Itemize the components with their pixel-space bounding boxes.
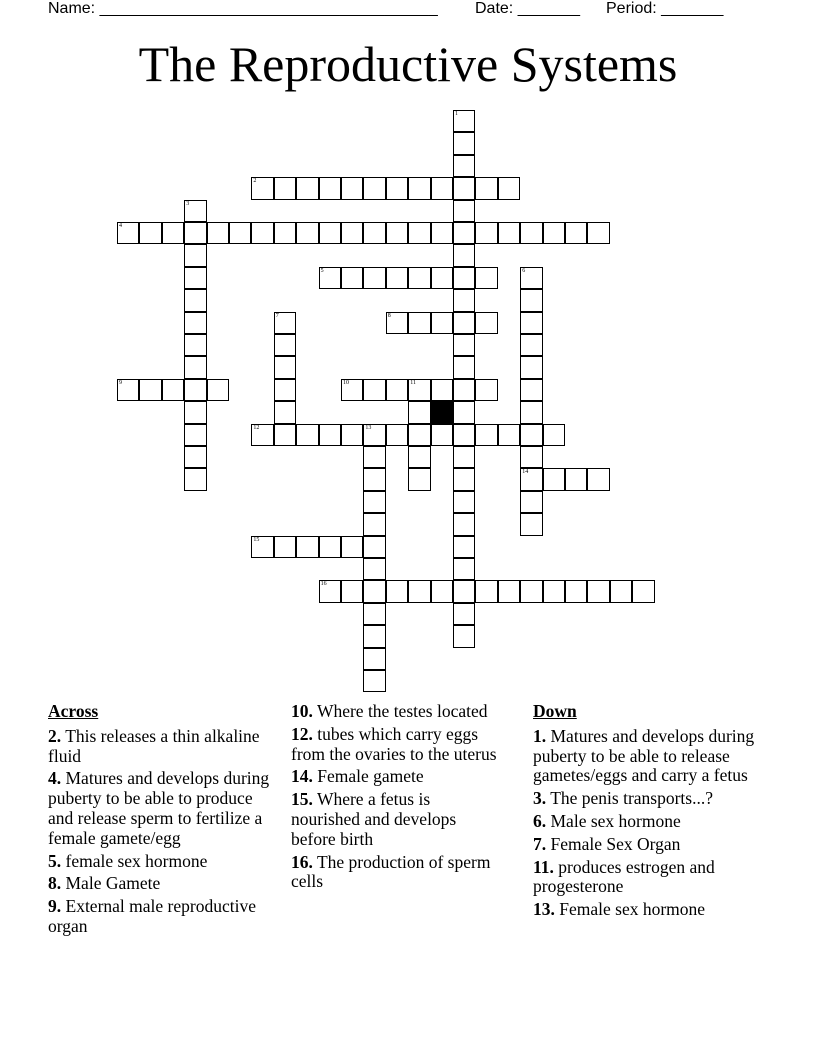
crossword-cell[interactable] [363, 603, 385, 625]
crossword-cell[interactable] [475, 177, 497, 199]
crossword-cell[interactable] [453, 155, 475, 177]
crossword-cell[interactable] [453, 446, 475, 468]
clue-down-13: 13. Female sex hormone [533, 899, 706, 920]
crossword-cell[interactable] [453, 468, 475, 490]
crossword-cell[interactable] [274, 401, 296, 423]
clue-number: 6 [522, 267, 526, 274]
crossword-cell[interactable] [363, 177, 385, 199]
student-info-header [48, 0, 768, 20]
clue-across-14: 14. Female gamete [291, 766, 424, 787]
crossword-cell[interactable] [453, 580, 475, 602]
crossword-cell[interactable] [386, 267, 408, 289]
crossword-cell[interactable] [565, 222, 587, 244]
crossword-cell[interactable] [520, 267, 542, 289]
crossword-cell[interactable] [453, 110, 475, 132]
clue-number: 8 [387, 312, 391, 319]
clue-down-11: 11. produces estrogen and progesterone [533, 856, 715, 897]
crossword-cell[interactable] [363, 446, 385, 468]
crossword-cell[interactable] [319, 536, 341, 558]
crossword-cell[interactable] [408, 424, 430, 446]
crossword-cell[interactable] [543, 222, 565, 244]
crossword-cell[interactable] [319, 267, 341, 289]
period-field[interactable]: Period: _______ [606, 0, 724, 17]
down-clues-column [533, 702, 768, 923]
crossword-cell[interactable] [363, 625, 385, 647]
crossword-cell[interactable] [363, 267, 385, 289]
crossword-cell[interactable] [274, 424, 296, 446]
clue-down-6: 6. Male sex hormone [533, 810, 681, 831]
clue-number: 11 [410, 379, 416, 386]
crossword-cell[interactable] [408, 446, 430, 468]
crossword-cell[interactable] [475, 312, 497, 334]
crossword-cell[interactable] [453, 244, 475, 266]
down-heading: Down [533, 701, 577, 721]
crossword-cell[interactable] [475, 222, 497, 244]
crossword-cell[interactable] [162, 222, 184, 244]
crossword-cell[interactable] [431, 424, 453, 446]
crossword-cell[interactable] [184, 401, 206, 423]
crossword-cell[interactable] [453, 312, 475, 334]
crossword-cell[interactable] [184, 334, 206, 356]
crossword-cell[interactable] [296, 424, 318, 446]
clue-number: 5 [320, 267, 324, 274]
crossword-cell[interactable] [520, 312, 542, 334]
crossword-cell[interactable] [543, 424, 565, 446]
crossword-cell[interactable] [184, 356, 206, 378]
crossword-cell[interactable] [431, 267, 453, 289]
crossword-cell[interactable] [453, 177, 475, 199]
crossword-cell[interactable] [296, 536, 318, 558]
crossword-cell[interactable] [363, 558, 385, 580]
clue-across-16: 16. The production of sperm cells [291, 851, 491, 892]
crossword-cell[interactable] [363, 424, 385, 446]
crossword-cell[interactable] [408, 580, 430, 602]
crossword-cell[interactable] [498, 580, 520, 602]
crossword-cell[interactable] [341, 424, 363, 446]
crossword-cell[interactable] [453, 625, 475, 647]
crossword-cell[interactable] [363, 670, 385, 692]
clue-down-3: 3. The penis transports...? [533, 788, 713, 809]
crossword-cell[interactable] [475, 580, 497, 602]
clue-number: 16 [320, 581, 327, 588]
crossword-cell[interactable] [453, 267, 475, 289]
crossword-cell[interactable] [184, 424, 206, 446]
crossword-cell[interactable] [520, 401, 542, 423]
crossword-cell[interactable] [431, 312, 453, 334]
crossword-cell[interactable] [117, 222, 139, 244]
clue-number: 4 [119, 223, 122, 229]
crossword-cell[interactable] [520, 334, 542, 356]
crossword-cell[interactable] [453, 513, 475, 535]
crossword-cell[interactable] [408, 401, 430, 423]
crossword-cell[interactable] [319, 580, 341, 602]
crossword-cell[interactable] [184, 312, 206, 334]
crossword-cell[interactable] [565, 468, 587, 490]
crossword-cell[interactable] [363, 580, 385, 602]
clue-across-10: 10. Where the testes located [291, 701, 488, 721]
crossword-cell[interactable] [543, 468, 565, 490]
crossword-cell[interactable] [341, 222, 363, 244]
crossword-cell[interactable] [453, 491, 475, 513]
crossword-cell[interactable] [274, 312, 296, 334]
crossword-cell[interactable] [251, 222, 273, 244]
across-heading: Across [48, 701, 99, 721]
crossword-cell[interactable] [386, 312, 408, 334]
crossword-cell[interactable] [498, 177, 520, 199]
clue-number: 15 [253, 536, 260, 543]
crossword-cell[interactable] [408, 222, 430, 244]
page-title: The Reproductive Systems [138, 36, 678, 92]
clue-down-1: 1. Matures and develops during puberty to be able to release gametes/eggs and carry a fetus [533, 725, 755, 786]
crossword-cell[interactable] [543, 580, 565, 602]
crossword-cell[interactable] [319, 177, 341, 199]
crossword-cell[interactable] [184, 244, 206, 266]
clue-number: 10 [343, 379, 349, 386]
crossword-cell[interactable] [408, 379, 430, 401]
clue-number: 1 [455, 111, 458, 117]
crossword-cell[interactable] [520, 513, 542, 535]
crossword-cell[interactable] [520, 379, 542, 401]
crossword-cell[interactable] [520, 446, 542, 468]
crossword-cell[interactable] [632, 580, 654, 602]
crossword-cell[interactable] [341, 177, 363, 199]
crossword-cell[interactable] [363, 491, 385, 513]
crossword-cell[interactable] [431, 580, 453, 602]
crossword-cell[interactable] [296, 177, 318, 199]
crossword-cell[interactable] [386, 379, 408, 401]
crossword-cell[interactable] [498, 222, 520, 244]
crossword-cell[interactable] [453, 603, 475, 625]
crossword-cell[interactable] [117, 379, 139, 401]
crossword-cell[interactable] [274, 379, 296, 401]
crossword-cell[interactable] [386, 222, 408, 244]
clue-across-4: 4. Matures and develops during puberty to be able to produce and release sperm to fertilize a female gamete/egg [48, 768, 270, 848]
crossword-cell[interactable] [274, 334, 296, 356]
clue-across-8: 8. Male Gamete [48, 873, 161, 894]
crossword-cell[interactable] [610, 580, 632, 602]
crossword-cell[interactable] [184, 446, 206, 468]
crossword-cell[interactable] [520, 468, 542, 490]
crossword-cell[interactable] [408, 177, 430, 199]
crossword-cell[interactable] [251, 177, 273, 199]
crossword-cell[interactable] [520, 424, 542, 446]
crossword-cell[interactable] [475, 379, 497, 401]
crossword-cell[interactable] [408, 267, 430, 289]
crossword-cell[interactable] [207, 222, 229, 244]
crossword-cell[interactable] [565, 580, 587, 602]
crossword-cell[interactable] [341, 267, 363, 289]
crossword-cell[interactable] [363, 536, 385, 558]
crossword-cell[interactable] [453, 401, 475, 423]
crossword-cell[interactable] [431, 379, 453, 401]
date-field[interactable]: Date: _______ [475, 0, 580, 17]
crossword-cell[interactable] [453, 356, 475, 378]
crossword-cell[interactable] [319, 424, 341, 446]
clue-number: 2 [253, 178, 257, 185]
crossword-cell[interactable] [341, 536, 363, 558]
crossword-cell[interactable] [363, 513, 385, 535]
crossword-cell[interactable] [587, 222, 609, 244]
crossword-cell[interactable] [431, 177, 453, 199]
crossword-cell[interactable] [363, 379, 385, 401]
clue-number: 7 [275, 312, 279, 319]
crossword-cell[interactable] [341, 580, 363, 602]
clue-across-15: 15. Where a fetus is nourished and develops before birth [291, 789, 457, 849]
crossword-cell[interactable] [453, 334, 475, 356]
crossword-cell[interactable] [408, 312, 430, 334]
crossword-cell[interactable] [386, 424, 408, 446]
crossword-cell[interactable] [184, 379, 206, 401]
crossword-cell[interactable] [319, 222, 341, 244]
crossword-cell[interactable] [274, 536, 296, 558]
crossword-cell[interactable] [453, 289, 475, 311]
crossword-cell[interactable] [587, 468, 609, 490]
crossword-cell[interactable] [363, 222, 385, 244]
clue-number: 3 [186, 200, 190, 207]
crossword-cell[interactable] [475, 267, 497, 289]
crossword-cell[interactable] [184, 289, 206, 311]
clue-number: 12 [253, 424, 260, 431]
crossword-cell[interactable] [363, 648, 385, 670]
crossword-cell[interactable] [520, 356, 542, 378]
crossword-cell[interactable] [475, 424, 497, 446]
crossword-cell[interactable] [453, 536, 475, 558]
crossword-cell[interactable] [162, 379, 184, 401]
clue-across-5: 5. female sex hormone [48, 850, 208, 871]
name-field[interactable]: Name: ______________________________________ [48, 0, 438, 17]
crossword-cell[interactable] [207, 379, 229, 401]
crossword-cell[interactable] [453, 132, 475, 154]
crossword-cell[interactable] [520, 222, 542, 244]
crossword-cell[interactable] [184, 267, 206, 289]
crossword-cell[interactable] [453, 379, 475, 401]
crossword-cell[interactable] [386, 177, 408, 199]
across-clues-column-1 [48, 702, 280, 940]
crossword-cell[interactable] [139, 222, 161, 244]
crossword-cell[interactable] [408, 468, 430, 490]
crossword-cell[interactable] [386, 580, 408, 602]
crossword-cell[interactable] [453, 200, 475, 222]
crossword-cell[interactable] [431, 222, 453, 244]
crossword-cell[interactable] [274, 177, 296, 199]
clue-across-9: 9. External male reproductive organ [48, 896, 256, 936]
across-clues-column-2 [291, 702, 501, 895]
crossword-cell[interactable] [453, 424, 475, 446]
crossword-cell[interactable] [520, 580, 542, 602]
crossword-cell[interactable] [184, 468, 206, 490]
crossword-cell[interactable] [453, 558, 475, 580]
crossword-cell[interactable] [274, 222, 296, 244]
crossword-cell[interactable] [184, 200, 206, 222]
crossword-cell[interactable] [139, 379, 161, 401]
clue-number: 9 [119, 379, 122, 386]
crossword-cell[interactable] [251, 424, 273, 446]
crossword-cell[interactable] [251, 536, 273, 558]
clue-number: 13 [365, 424, 372, 431]
crossword-cell[interactable] [363, 468, 385, 490]
crossword-cell[interactable] [296, 222, 318, 244]
crossword-cell[interactable] [184, 222, 206, 244]
clue-down-7: 7. Female Sex Organ [533, 833, 681, 854]
crossword-block [431, 401, 453, 423]
clue-across-2: 2. This releases a thin alkaline fluid [48, 725, 260, 766]
clue-number: 14 [522, 469, 529, 476]
crossword-cell[interactable] [520, 289, 542, 311]
crossword-cell[interactable] [498, 424, 520, 446]
crossword-cell[interactable] [229, 222, 251, 244]
crossword-cell[interactable] [341, 379, 363, 401]
crossword-cell[interactable] [587, 580, 609, 602]
crossword-cell[interactable] [520, 491, 542, 513]
crossword-cell[interactable] [453, 222, 475, 244]
crossword-cell[interactable] [274, 356, 296, 378]
clue-across-12: 12. tubes which carry eggs from the ovaries to the uterus [291, 723, 497, 764]
